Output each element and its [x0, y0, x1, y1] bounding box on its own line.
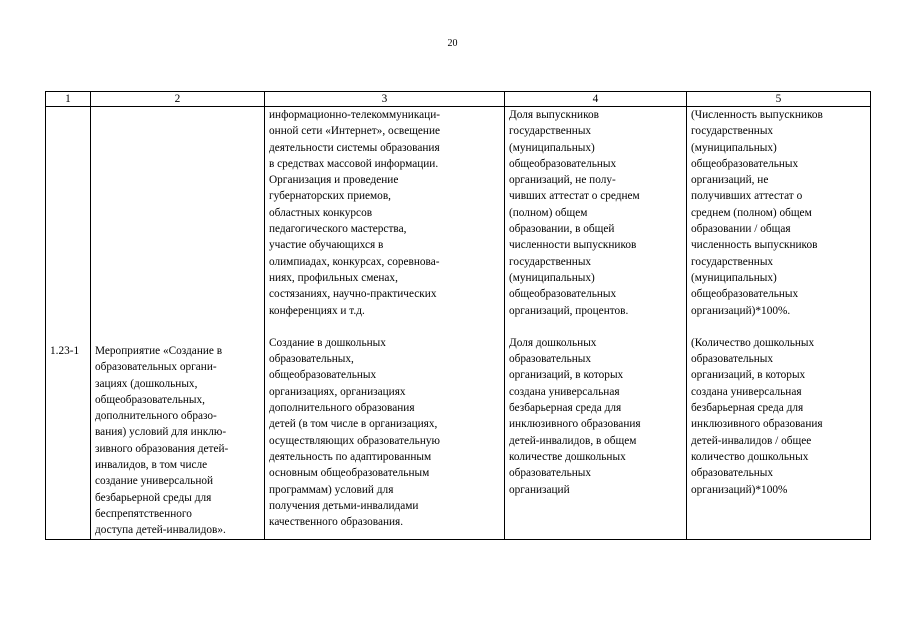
column-header-3: 3 [265, 92, 505, 107]
row-number-cell [46, 107, 91, 540]
formula-cell [687, 107, 871, 540]
measure-text: Мероприятие «Создание в образовательных органи- зациях (дошкольных, общеобразовательных, дополнительного образо- вания) условий для инклю- зивного образования детей- инвалидов, в том числе создание универсальной безбарьерной среды для беспрепятственного доступа детей-инвалидов». [95, 345, 229, 537]
indicator-text-preschool: Доля дошкольных образовательных организаций, в которых создана универсальная безбарьерная среда для инклюзивного образования детей-инвалидов, в общем количестве дошкольных образовательных организаций [509, 336, 641, 496]
row-number: 1.23-1 [50, 345, 80, 357]
activity-cell [265, 107, 505, 540]
activity-text-continued: информационно-телекоммуникаци- онной сети «Интернет», освещение деятельности системы образования в средствах массовой информации. Организация и проведение губернаторских приемов, областных конкурсов педагогического мастерства, участие обучающихся в олимпиадах, конкурсах, соревнова- ниях, профильных сменах, состязаниях, научно-практических конференциях и т.д. [269, 109, 441, 317]
activity-text: Создание в дошкольных образовательных, общеобразовательных организациях, организациях дополнительного образования детей (в том числе в организациях, осуществляющих образовательную деятельность по адаптированным основным общеобразовательным программам) условий для получения детьми-инвалидами качественного образования. [269, 336, 440, 529]
indicator-text-graduates: Доля выпускников государственных (муниципальных) общеобразовательных организаций, не полу- чивших аттестат о среднем (полном) общем образовании, в общей численности выпускников государственных (муниципальных) общеобразовательных организаций, процентов. [509, 109, 640, 317]
page-number: 20 [447, 38, 458, 49]
indicator-table [45, 91, 871, 540]
formula-text-preschool: (Количество дошкольных образовательных организаций, в которых создана универсальная безбарьерная среда для инклюзивного образования детей-инвалидов / общее количество дошкольных образовательных организаций)*100% [691, 336, 823, 496]
column-header-4: 4 [505, 92, 687, 107]
header-row [46, 92, 871, 107]
column-header-1: 1 [46, 92, 91, 107]
column-header-2: 2 [91, 92, 265, 107]
formula-text-graduates: (Численность выпускников государственных (муниципальных) общеобразовательных организаций, не получивших аттестат о среднем (полном) общем образовании / общая численность выпускников государственных (муниципальных) общеобразовательных организаций)*100%. [691, 109, 823, 317]
column-header-5: 5 [687, 92, 871, 107]
measure-cell [91, 107, 265, 540]
indicator-cell [505, 107, 687, 540]
